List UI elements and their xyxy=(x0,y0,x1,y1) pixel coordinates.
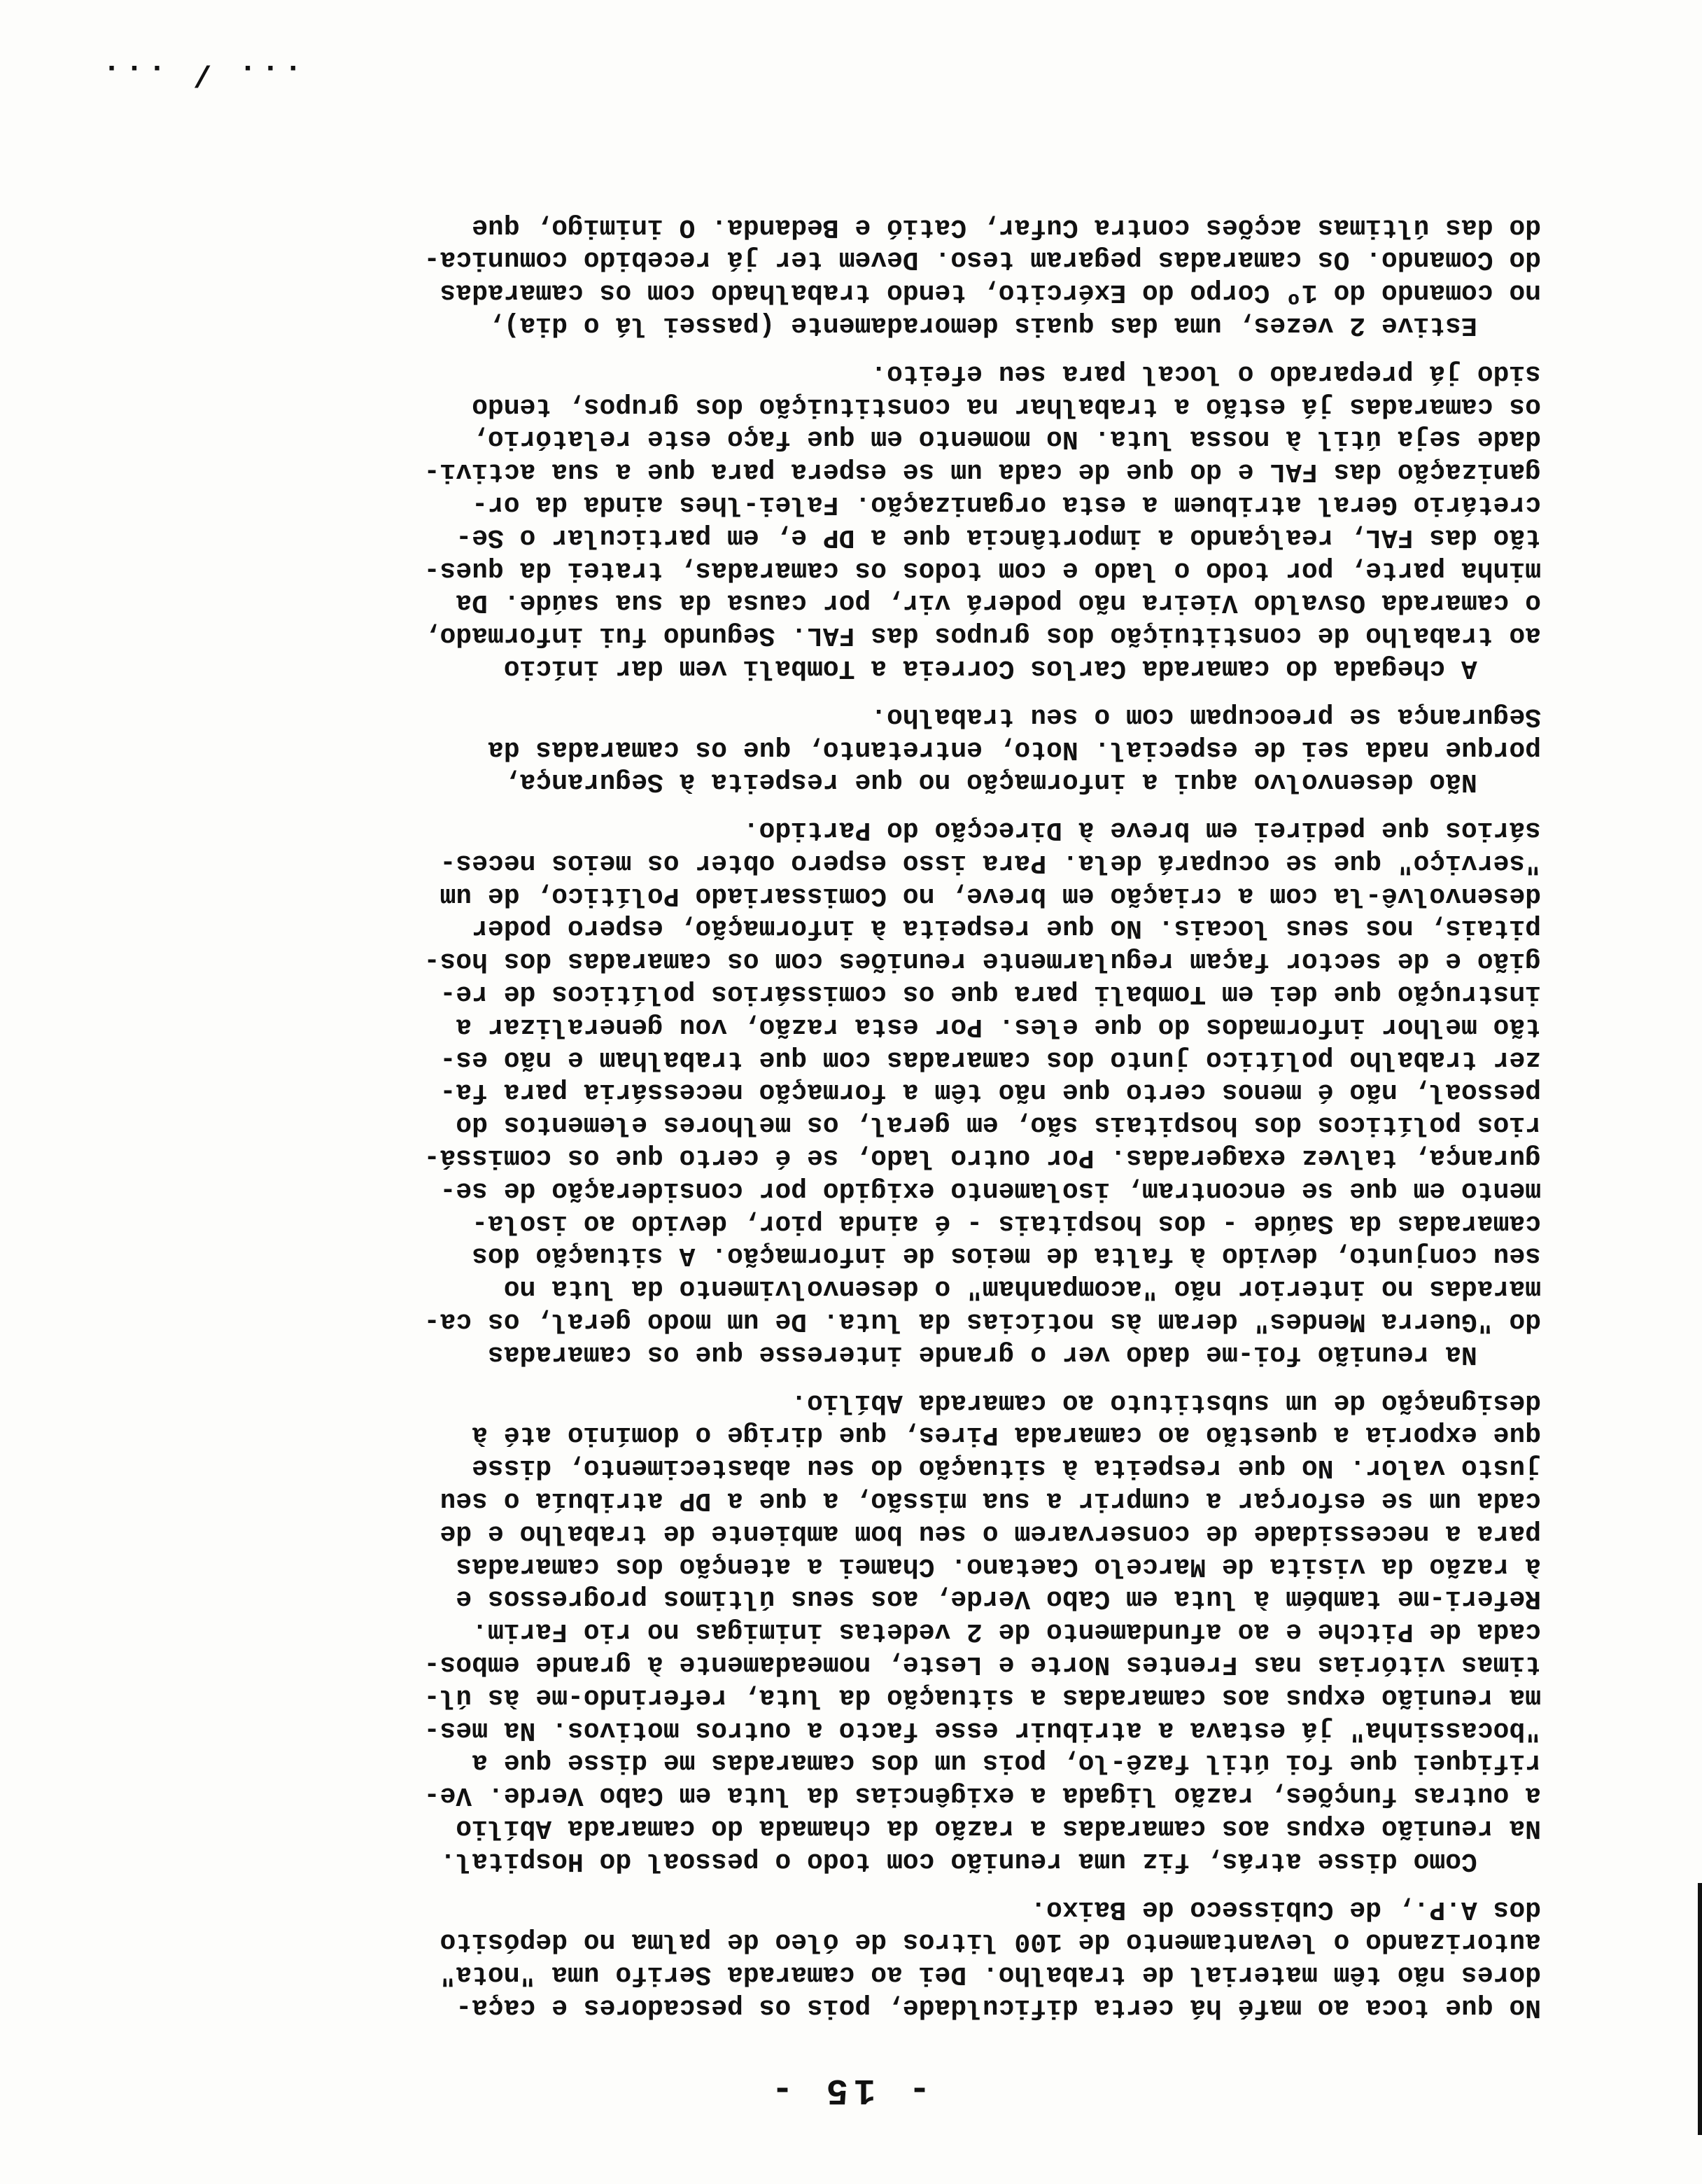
text-line: instrução que dei em Tombali para que os comissários políticos de re- xyxy=(439,979,1541,1009)
text-line: sários que pedirei em breve à Direcção do Partido. xyxy=(743,815,1541,846)
text-line: rios políticos dos hospitais são, em geral, os melhores elementos do xyxy=(456,1110,1541,1140)
paragraph xyxy=(134,699,1541,797)
paragraph-gap xyxy=(134,341,1541,356)
text-line: o camarada Osvaldo Vieira não poderá vir, por causa da sua saúde. Da xyxy=(456,587,1541,618)
text-line: Como disse atrás, fiz uma reunião com todo o pessoal do Hospital. xyxy=(439,1845,1541,1876)
page-edge-mark xyxy=(1698,1883,1702,2135)
text-line: seu conjunto, devido à falta de meios de informação. A situação dos xyxy=(472,1240,1541,1271)
text-line: Não desenvolvo aqui a informação no que respeita à Segurança, xyxy=(503,766,1541,797)
paragraph xyxy=(134,1385,1541,1877)
text-line: desenvolvê-la com a criação em breve, no Comissariado Político, de um xyxy=(439,880,1541,911)
text-line: ao trabalho de constituição dos grupos das FAL. Segundo fui informado, xyxy=(423,620,1541,651)
text-line: "bocassinha" já estava a atribuir esse facto a outros motivos. Na mes- xyxy=(423,1714,1541,1745)
text-line: designação de um substituto ao camarada Abílio. xyxy=(791,1387,1541,1418)
text-line: Na reunião foi-me dado ver o grande interesse que os camaradas xyxy=(487,1338,1541,1369)
paragraph xyxy=(134,356,1541,684)
text-line: tão melhor informados do que eles. Por esta razão, vou generalizar a xyxy=(456,1011,1541,1042)
paragraph xyxy=(134,813,1541,1370)
text-line: Na reunião expus aos camaradas a razão da chamada do camarada Abílio xyxy=(456,1813,1541,1844)
text-line: dade seja útil à nossa luta. No momento em que faço este relatório, xyxy=(472,424,1541,454)
text-line: os camaradas já estão a trabalhar na constituição dos grupos, tendo xyxy=(472,391,1541,421)
text-line: "serviço" que se ocupará dela. Para isso espero obter os meios neces- xyxy=(439,847,1541,878)
text-line: Estive 2 vezes, uma das quais demoradamente (passei lá o dia), xyxy=(487,309,1541,340)
text-line: pitais, nos seus locais. No que respeita à informação, espero poder xyxy=(472,913,1541,944)
text-line: ganização das FAL e do que de cada um se espera para que a sua activi- xyxy=(423,456,1541,487)
text-line: cada de Pitche e ao afundamento de 2 vedetas inimigas no rio Farim. xyxy=(472,1616,1541,1647)
text-line: do das últimas acções contra Cufar, Catió e Bedanda. O inimigo, que xyxy=(472,211,1541,242)
text-line: pessoal, não é menos certo que não têm a formação necessária para fa- xyxy=(439,1077,1541,1107)
paragraph-gap xyxy=(134,797,1541,813)
text-line: timas vitórias nas Frentes Norte e Leste, nomeadamente à grande embos- xyxy=(423,1649,1541,1680)
text-line: tão das FAL, realçando a importância que a DP e, em particular o Se- xyxy=(456,522,1541,552)
text-line: minha parte, por todo o lado e com todos os camaradas, tratei da ques- xyxy=(423,554,1541,585)
text-line: porque nada sei de especial. Noto, entretanto, que os camaradas da xyxy=(487,734,1541,764)
text-line: cada um se esforçar a cumprir a sua missão, a que a DP atribuía o seu xyxy=(439,1485,1541,1516)
page-number: - 15 - xyxy=(766,2069,931,2110)
text-line: dores não têm material de trabalho. Dei ao camarada Serifo uma "nota" xyxy=(439,1959,1541,1990)
text-line: justo valor. No que respeita à situação do seu abastecimento, disse xyxy=(472,1452,1541,1483)
paragraph xyxy=(134,210,1541,341)
paragraph-gap xyxy=(134,684,1541,699)
text-line: gião e de sector façam regularmente reuniões com os camaradas dos hos- xyxy=(423,946,1541,976)
text-line: mento em que se encontram, isolamento exigido por consideração de se- xyxy=(439,1175,1541,1205)
document-body xyxy=(134,210,1541,2023)
text-line: Referi-me também à luta em Cabo Verde, aos seus últimos progressos e xyxy=(456,1583,1541,1614)
text-line: A chegada do camarada Carlos Correia a Tombali vem dar início xyxy=(503,652,1541,683)
text-line: no comando do 1º Corpo do Exército, tendo trabalhado com os camaradas xyxy=(439,277,1541,308)
text-line: à razão da visita de Marcelo Caetano. Chamei a atenção dos camaradas xyxy=(456,1550,1541,1581)
text-line: sido já preparado o local para seu efeito. xyxy=(871,358,1541,388)
text-line: dos A.P., de Cubisseco de Baixo. xyxy=(1030,1893,1541,1924)
text-line: que exporia a questão ao camarada Pires, que dirige o domínio até à xyxy=(472,1420,1541,1450)
paragraph-gap xyxy=(134,1370,1541,1385)
text-line: gurança, talvez exageradas. Por outro lado, se é certo que os comissá- xyxy=(423,1142,1541,1173)
text-line: do Comando. Os camaradas pegaram teso. Devem ter já recebido comunica- xyxy=(423,244,1541,275)
text-line: ma reunião expus aos camaradas a situação da luta, referindo-me às úl- xyxy=(423,1681,1541,1712)
text-line: maradas no interior não "acompanham" o desenvolvimento da luta no xyxy=(503,1273,1541,1304)
text-line: Segurança se preocupam com o seu trabalho. xyxy=(871,701,1541,732)
text-line: autorizando o levantamento de 100 litros de óleo de palma no depósito xyxy=(439,1926,1541,1957)
text-line: do "Guerra Mendes" deram às notícias da luta. De um modo geral, os ca- xyxy=(423,1306,1541,1337)
text-line: No que toca ao mafé há certa dificuldade, pois os pescadores e caça- xyxy=(456,1992,1541,2022)
text-line: cretário Geral atribuem a esta organização. Falei-lhes ainda da or- xyxy=(472,489,1541,519)
text-line: zer trabalho político junto dos camaradas com que trabalham e não es- xyxy=(439,1044,1541,1074)
text-line: para a necessidade de conservarem o seu bom ambiente de trabalho e de xyxy=(439,1518,1541,1548)
paragraph-gap xyxy=(134,1877,1541,1892)
text-line: rifiquei que foi útil fazê-lo, pois um dos camaradas me disse que a xyxy=(472,1747,1541,1778)
text-line: camaradas da Saúde - dos hospitais - é ainda pior, devido ao isola- xyxy=(472,1208,1541,1238)
continuation-mark: ... / ... xyxy=(98,56,302,91)
paragraph xyxy=(134,1892,1541,2023)
text-line: a outras funções, razão ligada a exigências da luta em Cabo Verde. Ve- xyxy=(423,1780,1541,1811)
